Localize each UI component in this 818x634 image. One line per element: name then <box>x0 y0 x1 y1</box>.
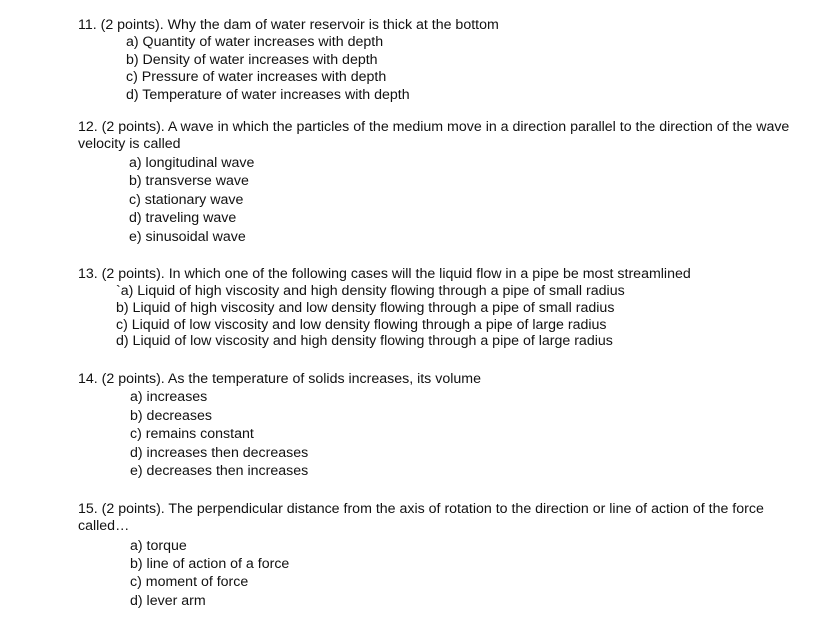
option-c: c) Pressure of water increases with depth <box>126 69 387 85</box>
option-b: b) Density of water increases with depth <box>126 51 378 68</box>
option-list <box>130 388 798 481</box>
option-c: c) remains constant <box>130 426 254 442</box>
question-15 <box>78 501 798 610</box>
question-stem: 11. (2 points). Why the dam of water reservoir is thick at the bottom <box>78 17 499 33</box>
option-list <box>116 283 798 350</box>
option-a: a) Quantity of water increases with depth <box>126 34 384 50</box>
question-stem: 14. (2 points). As the temperature of solids increases, its volume <box>78 371 481 387</box>
question-stem: 15. (2 points). The perpendicular distance from the axis of rotation to the direction or line of action of the force called… <box>78 501 764 534</box>
option-a: a) longitudinal wave <box>129 155 255 171</box>
option-e: e) sinusoidal wave <box>129 228 246 245</box>
option-list <box>130 537 798 610</box>
option-d: d) Liquid of low viscosity and high density flowing through a pipe of large radius <box>116 333 613 350</box>
option-b: b) decreases <box>130 407 213 424</box>
question-stem: 12. (2 points). A wave in which the particles of the medium move in a direction parallel to the direction of the wave velocity is called <box>78 119 790 152</box>
option-a: a) increases <box>130 389 208 405</box>
question-12 <box>78 119 798 246</box>
option-d: d) Temperature of water increases with depth <box>126 86 410 103</box>
option-b: b) Liquid of high viscosity and low density flowing through a pipe of small radius <box>116 299 615 316</box>
option-b: b) line of action of a force <box>130 556 290 573</box>
option-c: c) Liquid of low viscosity and low density flowing through a pipe of large radius <box>116 316 607 333</box>
option-a: a) torque <box>130 538 187 554</box>
option-c: c) stationary wave <box>129 191 244 208</box>
option-list <box>126 34 798 104</box>
option-d: d) increases then decreases <box>130 444 309 461</box>
option-c: c) moment of force <box>130 574 249 591</box>
option-a: `a) Liquid of high viscosity and high density flowing through a pipe of small radius <box>116 283 625 299</box>
question-13 <box>78 266 798 350</box>
option-d: d) lever arm <box>130 592 206 609</box>
question-stem: 13. (2 points). In which one of the following cases will the liquid flow in a pipe be most streamlined <box>78 266 691 282</box>
option-b: b) transverse wave <box>129 173 249 190</box>
question-14 <box>78 371 798 481</box>
option-e: e) decreases then increases <box>130 463 309 479</box>
question-11 <box>78 17 798 104</box>
option-d: d) traveling wave <box>129 210 237 227</box>
option-list <box>129 154 798 246</box>
